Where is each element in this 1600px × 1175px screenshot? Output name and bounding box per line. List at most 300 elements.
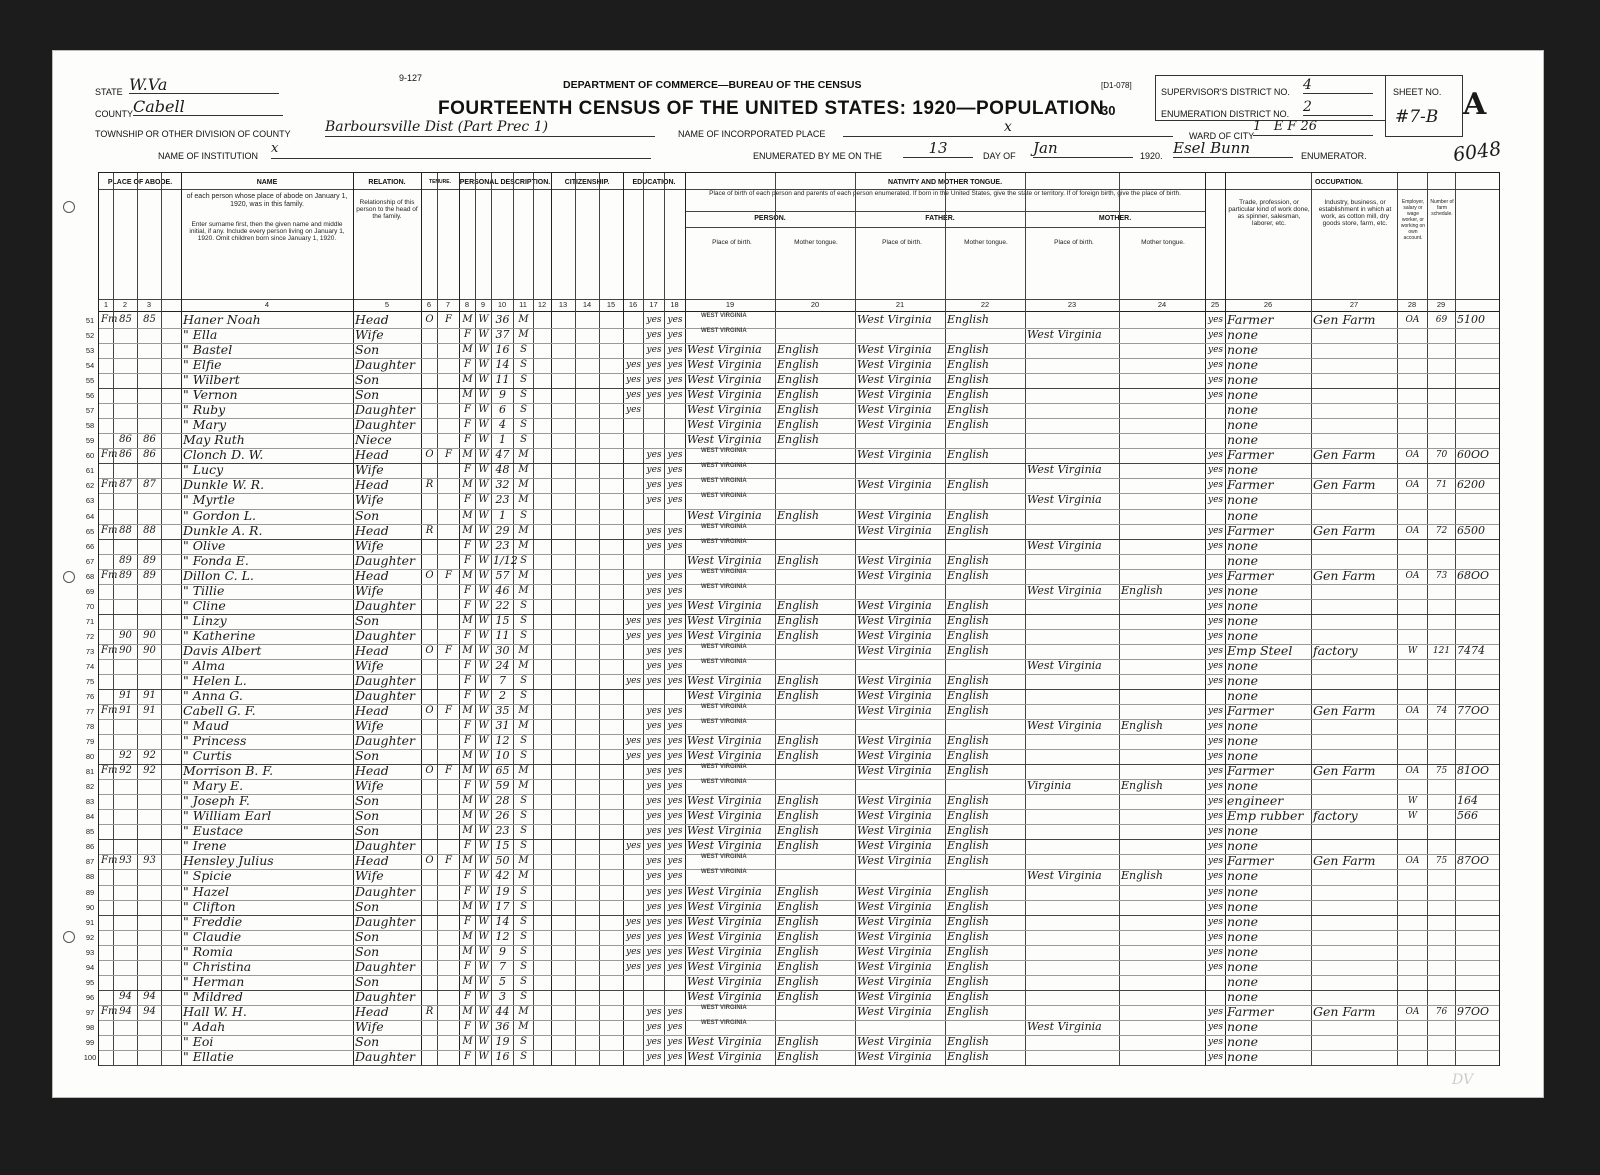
cell-tongue: English xyxy=(777,959,819,973)
cell-write: yes xyxy=(667,675,683,686)
cell-name: " Princess xyxy=(183,733,247,749)
cell-eng: yes xyxy=(1207,781,1224,792)
cell-sex: F xyxy=(464,629,471,641)
cell-tongue-f: English xyxy=(947,313,989,326)
cell-relation: Wife xyxy=(355,462,384,478)
cell-relation: Son xyxy=(355,387,380,403)
cell-family: 86 xyxy=(143,434,156,446)
cell-family: 94 xyxy=(143,990,156,1002)
column-rule xyxy=(161,173,162,1065)
cell-pob: West Virginia xyxy=(687,1049,762,1063)
cell-pob: West Virginia xyxy=(687,974,762,988)
cell-right: 6200 xyxy=(1457,478,1485,492)
cell-marital: S xyxy=(520,554,527,566)
line-number: 89 xyxy=(85,887,95,897)
cell-read: yes xyxy=(646,630,662,641)
sheet-box xyxy=(1385,75,1463,137)
cell-trade: none xyxy=(1227,342,1259,358)
enumerated-month: Jan xyxy=(1033,139,1133,158)
farm-number-header: Number of farm schedule. xyxy=(1430,199,1454,217)
cell-street: Fm xyxy=(101,644,118,656)
cell-relation: Daughter xyxy=(355,958,415,974)
cell-relation: Son xyxy=(355,823,380,839)
cell-marital: S xyxy=(520,599,527,611)
group-person: PERSON. xyxy=(754,215,786,222)
cell-street: Fm xyxy=(101,765,118,777)
cell-eng: yes xyxy=(1207,766,1224,777)
cell-tongue-f: English xyxy=(947,1004,989,1018)
cell-sex: F xyxy=(464,554,471,566)
cell-pob-m: West Virginia xyxy=(1027,719,1102,733)
cell-write: yes xyxy=(667,886,683,897)
sheet-corner-mark: A xyxy=(1463,87,1487,122)
sheet-label: SHEET NO. xyxy=(1393,87,1442,97)
cell-race: W xyxy=(478,975,489,987)
cell-pob-f: West Virginia xyxy=(857,1034,932,1048)
cell-eng: yes xyxy=(1207,540,1224,551)
cell-street: Fm xyxy=(101,705,118,717)
cell-marital: S xyxy=(520,434,527,446)
cell-read: yes xyxy=(646,615,662,626)
cell-street: Fm xyxy=(101,569,118,581)
cell-write: yes xyxy=(667,330,683,341)
cell-name: " Myrtle xyxy=(183,492,235,508)
column-number: 23 xyxy=(1067,300,1077,309)
cell-marital: M xyxy=(518,479,529,491)
trade-header: Trade, profession, or particular kind of work done, as spinner, salesman, laborer, etc. xyxy=(1228,199,1310,227)
cell-read: yes xyxy=(646,1051,662,1062)
cell-write: yes xyxy=(667,856,683,867)
cell-eng: yes xyxy=(1207,871,1224,882)
cell-marital: M xyxy=(518,539,529,551)
cell-eng: yes xyxy=(1207,315,1224,325)
cell-age: 12 xyxy=(495,929,510,943)
cell-sex: F xyxy=(464,659,471,671)
cell-relation: Daughter xyxy=(355,688,415,703)
cell-read: yes xyxy=(646,375,662,386)
cell-age: 9 xyxy=(499,388,506,402)
cell-pob-f: West Virginia xyxy=(857,944,932,958)
cell-pob: West Virginia xyxy=(687,914,762,928)
cell-relation: Son xyxy=(355,808,380,824)
line-number: 93 xyxy=(85,947,95,957)
cell-name: " Linzy xyxy=(183,612,227,628)
column-number: 12 xyxy=(537,300,547,309)
cell-pob-f: West Virginia xyxy=(857,568,932,582)
cell-marital: S xyxy=(520,810,527,822)
cell-relation: Wife xyxy=(355,1018,384,1034)
cell-farm: 71 xyxy=(1435,480,1448,491)
group-nativity: NATIVITY AND MOTHER TONGUE. xyxy=(887,179,1003,186)
cell-tongue-f: English xyxy=(947,704,989,718)
cell-eng: yes xyxy=(1207,931,1224,942)
cell-name: " Ellatie xyxy=(183,1048,234,1064)
cell-emp: OA xyxy=(1405,1006,1420,1017)
cell-pob: West Virginia xyxy=(687,628,762,642)
cell-race: W xyxy=(478,464,489,476)
cell-name: Clonch D. W. xyxy=(183,447,264,463)
cell-free: F xyxy=(445,644,452,656)
cell-trade: none xyxy=(1227,973,1259,989)
cell-dwelling: 90 xyxy=(119,644,132,656)
cell-pob-f: West Virginia xyxy=(857,1049,932,1063)
cell-school: yes xyxy=(625,946,642,957)
cell-write: yes xyxy=(667,946,683,957)
cell-write: yes xyxy=(667,480,683,491)
cell-eng: yes xyxy=(1207,841,1224,852)
cell-read: yes xyxy=(646,826,662,837)
cell-marital: M xyxy=(518,494,529,506)
cell-own: O xyxy=(425,569,434,581)
cell-street: Fm xyxy=(101,855,118,867)
group-tenure: TENURE. xyxy=(429,179,451,185)
census-sheet xyxy=(52,50,1544,1098)
west-virginia-stamp: WEST VIRGINIA xyxy=(701,583,747,590)
cell-name: " Mildred xyxy=(183,988,243,1004)
cell-sex: F xyxy=(464,539,471,551)
cell-relation: Wife xyxy=(355,868,384,884)
cell-eng: yes xyxy=(1207,585,1224,596)
cell-race: W xyxy=(478,359,489,371)
column-number: 25 xyxy=(1210,300,1220,309)
cell-free: F xyxy=(445,855,452,867)
cell-age: 16 xyxy=(495,1049,510,1063)
cell-trade: none xyxy=(1227,1048,1259,1064)
cell-pob-m: West Virginia xyxy=(1027,658,1102,672)
line-number: 70 xyxy=(85,601,95,611)
cell-trade: none xyxy=(1227,357,1259,373)
cell-street: Fm xyxy=(101,524,118,536)
cell-age: 19 xyxy=(495,884,510,898)
cell-trade: none xyxy=(1227,432,1259,448)
cell-trade: none xyxy=(1227,778,1259,794)
cell-relation: Daughter xyxy=(355,357,415,373)
cell-race: W xyxy=(478,584,489,596)
cell-family: 90 xyxy=(143,629,156,641)
cell-name: " Ruby xyxy=(183,402,226,418)
cell-dwelling: 91 xyxy=(119,705,132,717)
column-number: 13 xyxy=(558,300,568,309)
state-label: STATE xyxy=(95,87,123,97)
cell-write: yes xyxy=(667,901,683,912)
cell-write: yes xyxy=(667,1006,683,1017)
cell-sex: M xyxy=(462,479,473,491)
cell-eng: yes xyxy=(1207,1051,1224,1062)
cell-marital: S xyxy=(520,750,527,762)
cell-tongue: English xyxy=(777,944,819,958)
cell-farm: 76 xyxy=(1435,1006,1448,1017)
cell-dwelling: 94 xyxy=(119,990,132,1002)
cell-sex: M xyxy=(462,344,473,356)
cell-tongue-f: English xyxy=(947,508,989,522)
cell-tongue-m: English xyxy=(1121,583,1163,597)
cell-marital: S xyxy=(520,674,527,686)
cell-marital: S xyxy=(520,975,527,987)
cell-industry: Gen Farm xyxy=(1313,703,1376,719)
cell-trade: none xyxy=(1227,402,1259,418)
cell-read: yes xyxy=(646,811,662,822)
cell-relation: Daughter xyxy=(355,733,415,749)
cell-pob-f: West Virginia xyxy=(857,613,932,627)
cell-read: yes xyxy=(646,330,662,341)
cell-write: yes xyxy=(667,450,683,461)
cell-pob: West Virginia xyxy=(687,839,762,853)
cell-pob: West Virginia xyxy=(687,794,762,808)
cell-marital: S xyxy=(520,1035,527,1047)
name-column-desc: of each person whose place of abode on January 1, 1920, was in this family. xyxy=(186,193,348,208)
cell-name: " Wilbert xyxy=(183,372,240,388)
cell-write: yes xyxy=(667,570,683,581)
cell-tongue-f: English xyxy=(947,418,989,432)
cell-tongue: English xyxy=(777,433,819,447)
cell-relation: Head xyxy=(355,477,389,493)
cell-marital: S xyxy=(520,344,527,356)
cell-sex: M xyxy=(462,795,473,807)
cell-write: yes xyxy=(667,751,683,762)
cell-read: yes xyxy=(646,465,662,476)
cell-free: F xyxy=(445,314,452,325)
cell-read: yes xyxy=(646,1006,662,1017)
cell-tongue-f: English xyxy=(947,1034,989,1048)
cell-tongue-f: English xyxy=(947,794,989,808)
cell-farm: 73 xyxy=(1435,570,1448,581)
line-number: 79 xyxy=(85,737,95,747)
cell-sex: M xyxy=(462,765,473,777)
ward-label: WARD OF CITY xyxy=(1189,131,1255,141)
cell-pob-f: West Virginia xyxy=(857,643,932,657)
cell-pob-f: West Virginia xyxy=(857,914,932,928)
line-number: 76 xyxy=(85,692,95,701)
cell-relation: Daughter xyxy=(355,417,415,433)
west-virginia-stamp: WEST VIRGINIA xyxy=(701,448,747,455)
cell-write: yes xyxy=(667,826,683,837)
cell-trade: none xyxy=(1227,748,1259,764)
cell-write: yes xyxy=(667,645,683,656)
cell-write: yes xyxy=(667,706,683,717)
cell-pob-m: West Virginia xyxy=(1027,493,1102,507)
cell-race: W xyxy=(478,614,489,626)
cell-sex: M xyxy=(462,314,473,325)
cell-pob-f: West Virginia xyxy=(857,553,932,567)
cell-read: yes xyxy=(646,660,662,671)
cell-marital: M xyxy=(518,765,529,777)
line-number: 61 xyxy=(85,466,95,476)
cell-pob-f: West Virginia xyxy=(857,673,932,687)
line-number: 96 xyxy=(85,992,95,1002)
cell-race: W xyxy=(478,720,489,732)
cell-name: " Claudie xyxy=(183,928,242,944)
cell-relation: Daughter xyxy=(355,672,415,688)
cell-pob: West Virginia xyxy=(687,553,762,567)
cell-eng: yes xyxy=(1207,615,1224,626)
cell-read: yes xyxy=(646,751,662,762)
cell-age: 48 xyxy=(495,463,510,477)
cell-marital: S xyxy=(520,930,527,942)
cell-relation: Niece xyxy=(355,432,392,448)
cell-trade: none xyxy=(1227,672,1259,688)
cell-age: 11 xyxy=(495,373,510,387)
cell-pob-f: West Virginia xyxy=(857,809,932,823)
cell-trade: none xyxy=(1227,718,1259,734)
cell-write: yes xyxy=(667,375,683,386)
cell-sex: F xyxy=(464,1050,471,1062)
group-mother: MOTHER. xyxy=(1098,215,1132,222)
cell-family: 88 xyxy=(143,524,156,536)
township-label: TOWNSHIP OR OTHER DIVISION OF COUNTY xyxy=(95,129,291,139)
line-number: 54 xyxy=(85,361,95,371)
cell-trade: Emp Steel xyxy=(1227,642,1293,658)
cell-relation: Son xyxy=(355,342,380,358)
cell-marital: S xyxy=(520,374,527,386)
cell-relation: Head xyxy=(355,642,389,658)
cell-tongue: English xyxy=(777,508,819,522)
cell-eng: yes xyxy=(1207,796,1224,807)
cell-eng: yes xyxy=(1207,721,1224,732)
cell-dwelling: 90 xyxy=(119,629,132,641)
cell-pob: West Virginia xyxy=(687,1034,762,1048)
cell-trade: none xyxy=(1227,492,1259,508)
cell-sex: F xyxy=(464,735,471,747)
cell-write: yes xyxy=(667,660,683,671)
cell-eng: yes xyxy=(1207,826,1224,837)
cell-tongue: English xyxy=(777,403,819,417)
cell-marital: S xyxy=(520,419,527,431)
cell-race: W xyxy=(478,509,489,521)
cell-school: yes xyxy=(625,675,642,686)
cell-trade: none xyxy=(1227,537,1259,553)
cell-race: W xyxy=(478,344,489,356)
cell-eng: yes xyxy=(1207,901,1224,912)
cell-tongue-f: English xyxy=(947,448,989,462)
cell-marital: M xyxy=(518,569,529,581)
line-number: 62 xyxy=(85,481,95,491)
cell-age: 19 xyxy=(495,1034,510,1048)
cell-industry: Gen Farm xyxy=(1313,522,1376,538)
cell-sex: M xyxy=(462,975,473,987)
cell-relation: Head xyxy=(355,1003,389,1019)
supervisor-label: SUPERVISOR'S DISTRICT NO. xyxy=(1161,87,1290,97)
cell-write: yes xyxy=(667,841,683,852)
cell-age: 50 xyxy=(495,854,510,868)
cell-pob: West Virginia xyxy=(687,388,762,402)
cell-age: 59 xyxy=(495,779,510,793)
cell-street: Fm xyxy=(101,449,118,461)
cell-trade: Farmer xyxy=(1227,567,1274,583)
cell-tongue: English xyxy=(777,929,819,943)
cell-dwelling: 88 xyxy=(119,524,132,536)
cell-age: 36 xyxy=(495,1019,510,1033)
line-number: 100 xyxy=(83,1052,97,1062)
institution-label: NAME OF INSTITUTION xyxy=(158,151,258,161)
ward-value: 1 E F 26 xyxy=(1253,119,1373,136)
cell-race: W xyxy=(478,434,489,446)
cell-tongue-f: English xyxy=(947,673,989,687)
cell-race: W xyxy=(478,1005,489,1017)
cell-own: O xyxy=(425,705,434,717)
cell-emp: W xyxy=(1407,796,1418,807)
cell-tongue-f: English xyxy=(947,974,989,988)
cell-read: yes xyxy=(646,585,662,596)
cell-read: yes xyxy=(646,540,662,551)
cell-pob: West Virginia xyxy=(687,809,762,823)
column-number: 9 xyxy=(480,300,486,309)
line-number: 97 xyxy=(85,1007,95,1017)
relation-column-desc: Relationship of this person to the head of the family. xyxy=(356,199,418,220)
cell-name: " Clifton xyxy=(183,898,236,914)
cell-pob-f: West Virginia xyxy=(857,989,932,1003)
cell-tongue: English xyxy=(777,1034,819,1048)
west-virginia-stamp: WEST VIRGINIA xyxy=(701,1019,747,1026)
line-number: 82 xyxy=(85,782,95,792)
cell-pob-f: West Virginia xyxy=(857,959,932,973)
cell-pob-f: West Virginia xyxy=(857,734,932,748)
cell-name: " Bastel xyxy=(183,342,233,358)
cell-eng: yes xyxy=(1207,1006,1224,1017)
column-number: 19 xyxy=(725,300,735,309)
cell-name: Hall W. H. xyxy=(183,1003,247,1019)
line-number: 95 xyxy=(85,977,95,987)
cell-marital: M xyxy=(518,659,529,671)
cell-family: 91 xyxy=(143,690,156,701)
cell-relation: Son xyxy=(355,793,380,809)
cell-relation: Son xyxy=(355,507,380,523)
cell-name: Hensley Julius xyxy=(183,853,274,869)
cell-school: yes xyxy=(625,375,642,386)
cell-read: yes xyxy=(646,961,662,972)
cell-tongue-f: English xyxy=(947,643,989,657)
cell-pob: West Virginia xyxy=(687,884,762,898)
cell-pob-m: West Virginia xyxy=(1027,1019,1102,1033)
cell-race: W xyxy=(478,569,489,581)
line-number: 87 xyxy=(85,857,95,867)
cell-pob-m: West Virginia xyxy=(1027,583,1102,597)
cell-relation: Son xyxy=(355,943,380,959)
cell-sex: F xyxy=(464,434,471,446)
cell-name: " Romia xyxy=(183,943,233,959)
line-number: 94 xyxy=(85,962,95,972)
cell-name: " Mary E. xyxy=(183,778,244,794)
cell-school: yes xyxy=(625,615,642,626)
cell-eng: yes xyxy=(1207,916,1224,927)
cell-write: yes xyxy=(667,916,683,927)
cell-tongue-m: English xyxy=(1121,869,1163,883)
cell-name: Davis Albert xyxy=(183,642,262,658)
cell-marital: M xyxy=(518,780,529,792)
cell-tongue-f: English xyxy=(947,568,989,582)
west-virginia-stamp: WEST VIRGINIA xyxy=(701,1004,747,1011)
line-number: 81 xyxy=(85,767,95,777)
cell-school: yes xyxy=(625,916,642,927)
cell-industry: Gen Farm xyxy=(1313,1003,1376,1019)
cell-age: 23 xyxy=(495,538,510,552)
cell-relation: Head xyxy=(355,703,389,719)
cell-age: 37 xyxy=(495,328,510,342)
cell-marital: M xyxy=(518,524,529,536)
cell-eng: yes xyxy=(1207,856,1224,867)
cell-race: W xyxy=(478,674,489,686)
cell-age: 2 xyxy=(499,689,506,702)
cell-race: W xyxy=(478,900,489,912)
cell-race: W xyxy=(478,780,489,792)
west-virginia-stamp: WEST VIRGINIA xyxy=(701,463,747,470)
cell-farm: 121 xyxy=(1432,645,1451,656)
west-virginia-stamp: WEST VIRGINIA xyxy=(701,328,747,335)
cell-name: " Hazel xyxy=(183,883,230,899)
cell-trade: engineer xyxy=(1227,793,1284,809)
cell-write: yes xyxy=(667,1036,683,1047)
cell-pob-f: West Virginia xyxy=(857,508,932,522)
census-table xyxy=(83,172,1500,1066)
